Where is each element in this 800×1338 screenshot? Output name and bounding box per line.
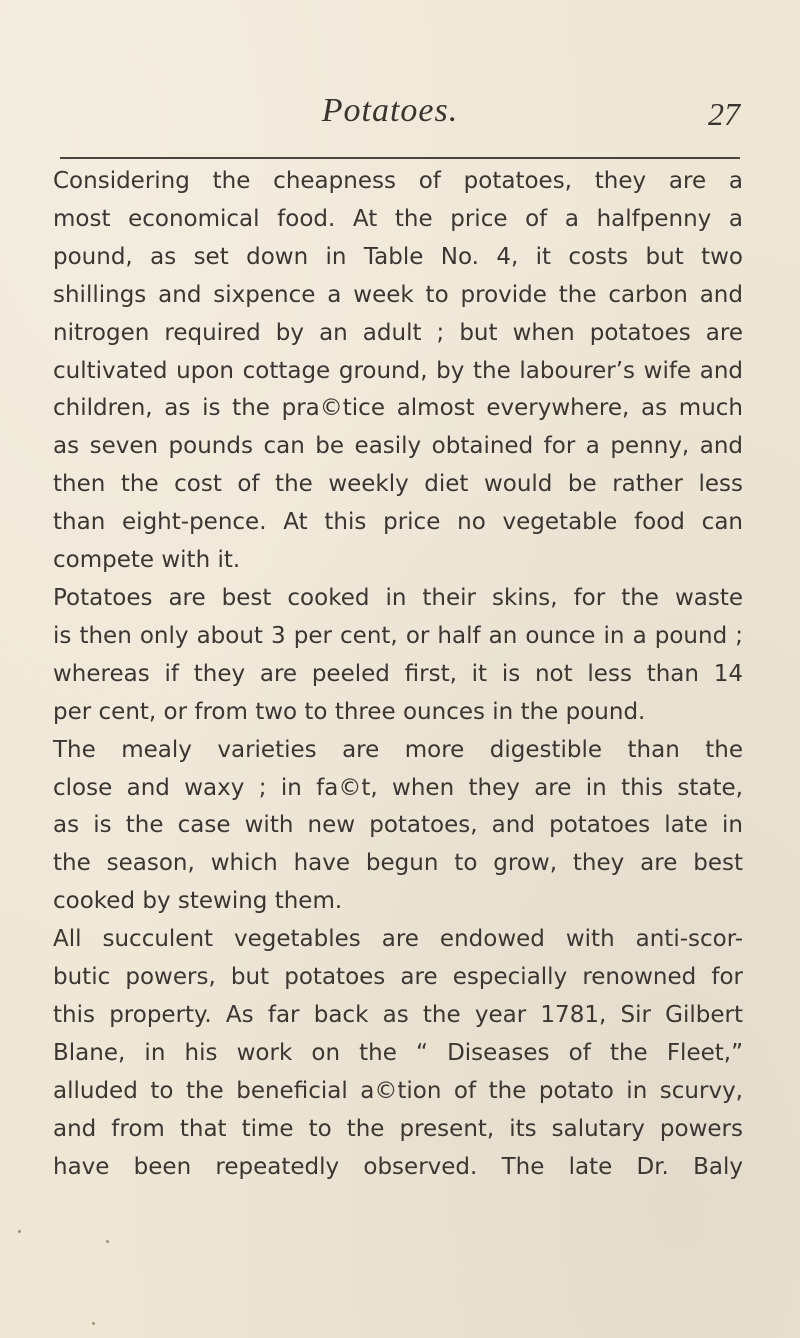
text-line: Potatoes are best cooked in their skins, for the waste (53, 584, 743, 611)
text-line: as is the case with new potatoes, and potatoes late in (53, 812, 743, 839)
text-line: cooked by stewing them. (53, 888, 343, 915)
text-line: and from that time to the present, its salutary powers (53, 1115, 743, 1142)
body-text (53, 163, 743, 1186)
paper-speck (106, 1240, 109, 1243)
text-line: than eight-pence. At this price no vegetable food can (53, 509, 743, 536)
header-rule (60, 157, 740, 159)
text-line: The mealy varieties are more digestible than the (53, 736, 743, 763)
text-line: nitrogen required by an adult ; but when potatoes are (53, 319, 743, 346)
text-line: Considering the cheapness of potatoes, they are a (53, 168, 743, 194)
text-line: compete with it. (53, 547, 241, 574)
running-title: Potatoes. (321, 92, 459, 129)
text-line: have been repeatedly observed. The late Dr. Baly (53, 1153, 743, 1180)
text-line: close and waxy ; in fa©t, when they are in this state, (53, 774, 743, 801)
text-line: Blane, in his work on the “ Diseases of the Fleet,” (53, 1039, 743, 1066)
text-line: as seven pounds can be easily obtained for a penny, and (53, 433, 743, 460)
text-line: this property. As far back as the year 1781, Sir Gilbert (53, 1001, 743, 1028)
page-number: 27 (708, 96, 740, 132)
text-line: whereas if they are peeled first, it is not less than 14 (53, 660, 743, 687)
text-line: is then only about 3 per cent, or half an ounce in a pound ; (53, 622, 743, 649)
page-header (40, 92, 740, 142)
text-line: then the cost of the weekly diet would be rather less (53, 471, 743, 498)
text-line: butic powers, but potatoes are especially renowned for (53, 964, 743, 991)
paper-speck (92, 1322, 95, 1325)
text-line: pound, as set down in Table No. 4, it costs but two (53, 243, 743, 270)
text-line: alluded to the beneficial a©tion of the potato in scurvy, (53, 1077, 743, 1104)
text-line: the season, which have begun to grow, they are best (53, 850, 743, 877)
paper-speck (18, 1230, 21, 1233)
text-line: children, as is the pra©tice almost everywhere, as much (53, 395, 743, 422)
text-line: cultivated upon cottage ground, by the labourer’s wife and (53, 357, 743, 384)
text-line: All succulent vegetables are endowed with anti-scor- (53, 926, 743, 953)
text-line: per cent, or from two to three ounces in the pound. (53, 698, 646, 725)
text-line: most economical food. At the price of a halfpenny a (53, 205, 743, 232)
text-line: shillings and sixpence a week to provide the carbon and (53, 281, 743, 308)
